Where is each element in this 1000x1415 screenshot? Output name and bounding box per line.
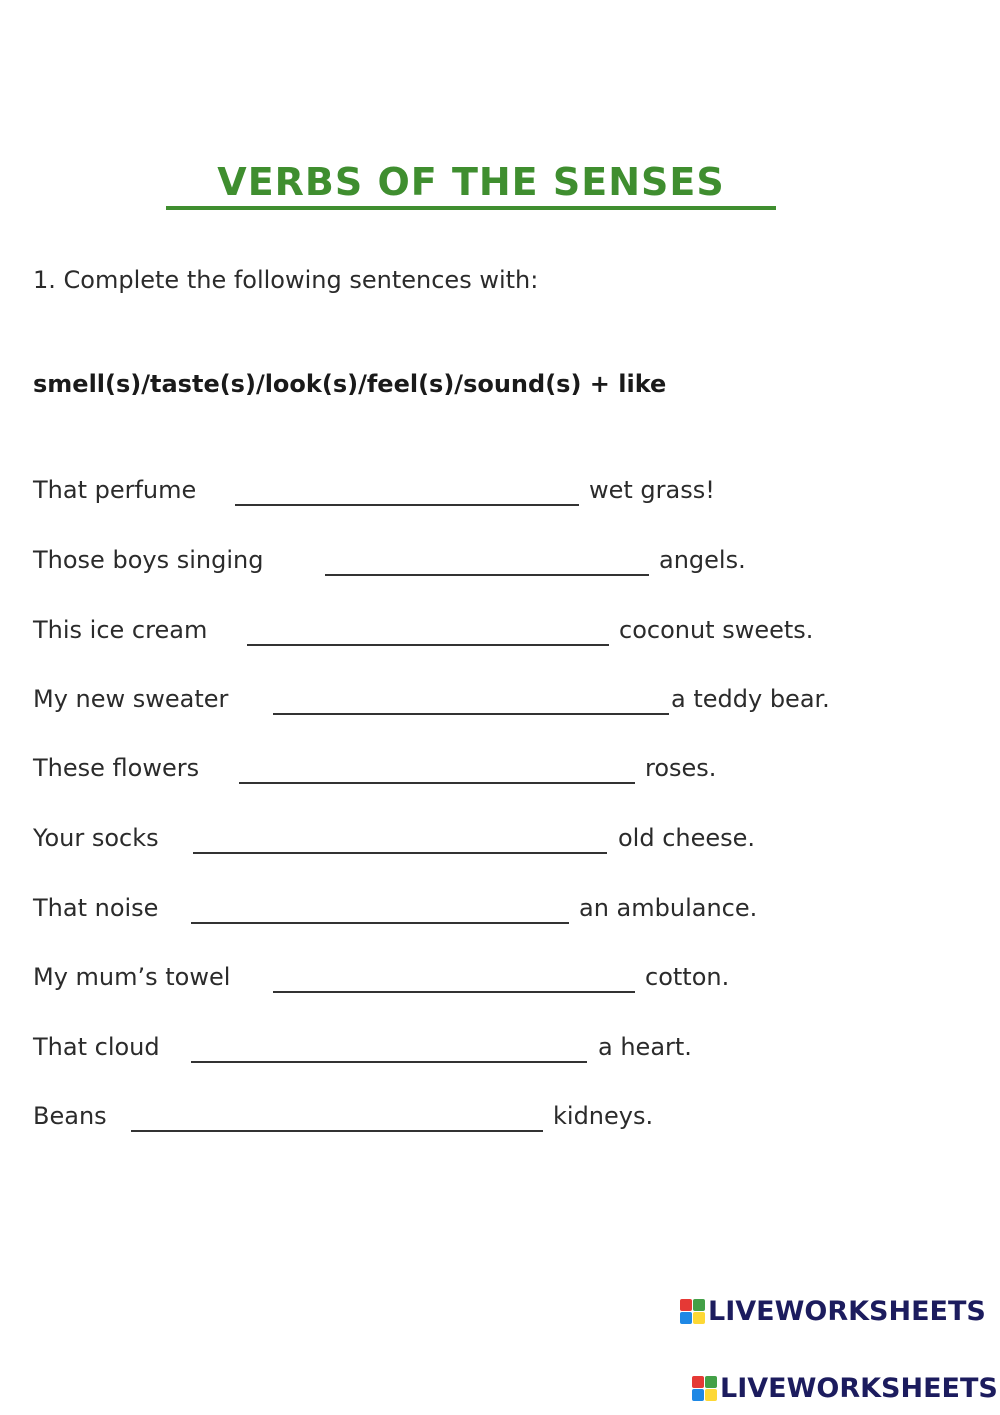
liveworksheets-mark-icon: [680, 1299, 705, 1324]
sentence-end: angels.: [659, 546, 746, 574]
logo-text: LIVEWORKSHEETS: [708, 1296, 986, 1327]
sentence-end: a teddy bear.: [671, 685, 830, 713]
word-bank: smell(s)/taste(s)/look(s)/feel(s)/sound(s) + like: [33, 370, 667, 398]
liveworksheets-logo-footer: [692, 1373, 998, 1404]
answer-blank-10[interactable]: [131, 1100, 543, 1132]
answer-blank-9[interactable]: [191, 1031, 587, 1063]
sentence-end: kidneys.: [553, 1102, 654, 1130]
instruction-text: 1. Complete the following sentences with:: [33, 266, 539, 294]
answer-blank-1[interactable]: [235, 474, 579, 506]
sentence-end: a heart.: [598, 1033, 692, 1061]
sentence-start: Your socks: [33, 824, 159, 852]
liveworksheets-logo: [680, 1296, 986, 1327]
sentence-start: These flowers: [33, 754, 200, 782]
sentence-start: That perfume: [33, 476, 197, 504]
answer-blank-7[interactable]: [191, 892, 569, 924]
answer-blank-3[interactable]: [247, 614, 609, 646]
answer-blank-6[interactable]: [193, 822, 607, 854]
sentence-start: My new sweater: [33, 685, 229, 713]
sentence-end: old cheese.: [618, 824, 756, 852]
answer-blank-5[interactable]: [239, 752, 635, 784]
sentence-start: This ice cream: [33, 616, 208, 644]
logo-text: LIVEWORKSHEETS: [720, 1373, 998, 1404]
sentence-end: coconut sweets.: [619, 616, 814, 644]
worksheet-title: VERBS OF THE SENSES: [166, 160, 776, 210]
answer-blank-4[interactable]: [273, 683, 669, 715]
sentence-start: Beans: [33, 1102, 107, 1130]
sentence-end: wet grass!: [589, 476, 715, 504]
sentence-start: My mum’s towel: [33, 963, 231, 991]
answer-blank-8[interactable]: [273, 961, 635, 993]
sentence-start: That noise: [33, 894, 159, 922]
sentence-start: Those boys singing: [33, 546, 264, 574]
liveworksheets-mark-icon: [692, 1376, 717, 1401]
answer-blank-2[interactable]: [325, 544, 649, 576]
sentence-start: That cloud: [33, 1033, 160, 1061]
sentence-end: cotton.: [645, 963, 730, 991]
sentence-end: roses.: [645, 754, 717, 782]
sentence-end: an ambulance.: [579, 894, 758, 922]
